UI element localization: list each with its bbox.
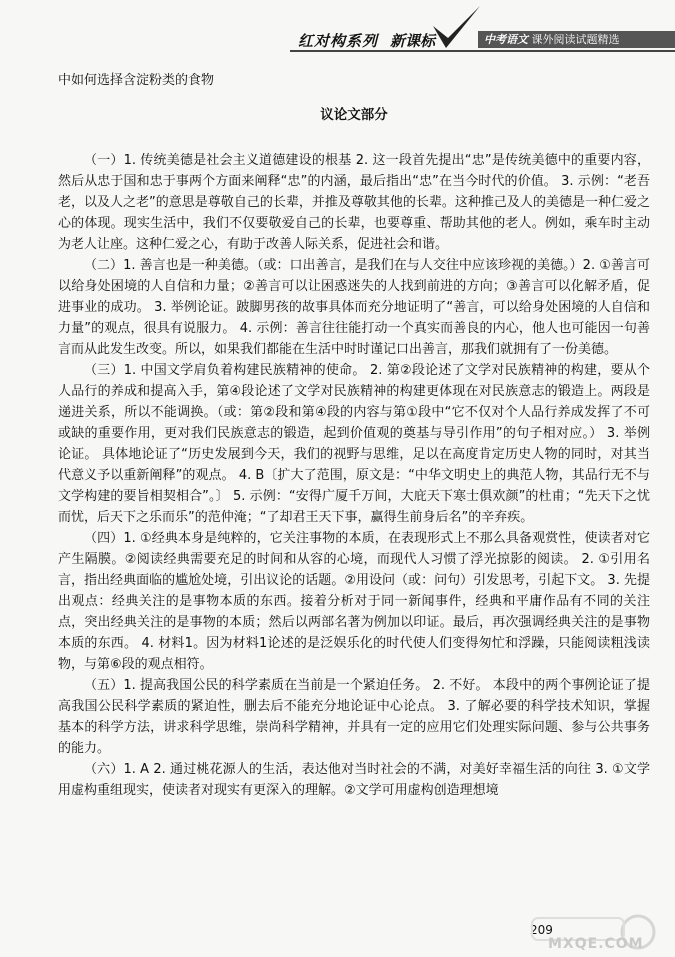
watermark-text: MXQE.COM <box>548 936 644 952</box>
answer-paragraph: （三）1. 中国文学肩负着构建民族精神的使命。 2. 第②段论述了文学对民族精神的构建，要从个人品行的养成和提高入手，第④段论述了文学对民族精神的构建更体现在对民族意志的锻造上。两段是递进关系，所以不能调换。（或：第②段和第④段的内容与第①段中“它不仅对个人品行养成发挥了不可或缺的重要作用，更对我们民族意志的锻造，起到价值观的奠基与导引作用”的句子相对应。） 3. 举例论证。 具体地论证了“历史发展到今天，我们的视野与思维，足以在高度肯定历史人物的同时，对其当代意义予以重新阐释”的观点。 4. B〔扩大了范围，原文是：“中华文明史上的典范人物，其品行无不与文学构建的要旨相契相合”。〕 5. 示例：“安得广厦千万间，大庇天下寒士俱欢颜”的杜甫；“先天下之忧而忧，后天下之乐而乐”的范仲淹；“了却君王天下事，赢得生前身后名”的辛弃疾。 <box>58 363 650 525</box>
running-header <box>0 0 675 52</box>
answer-paragraph: （六）1. A 2. 通过桃花源人的生活，表达他对当时社会的不满，对美好幸福生活的向往 3. ①文学用虚构重组现实，使读者对现实有更深入的理解。②文学可用虚构创造理想境 <box>58 762 650 798</box>
page-body <box>58 70 650 801</box>
answer-paragraph: （二）1. 善言也是一种美德。（或：口出善言，是我们在与人交往中应该珍视的美德。）2. ①善言可以给身处困境的人自信和力量；②善言可以让困惑迷失的人找到前进的方向；③善言可以化解矛盾，促进事业的成功。 3. 举例论证。跛脚男孩的故事具体而充分地证明了“善言，可以给身处困境的人自信和力量”的观点，很具有说服力。 4. 示例：善言往往能打动一个真实而善良的内心，他人也可能因一句善言而从此发生改变。所以，如果我们都能在生活中时时谨记口出善言，那我们就拥有了一份美德。 <box>58 258 650 357</box>
answer-paragraph: （五）1. 提高我国公民的科学素质在当前是一个紧迫任务。 2. 不好。 本段中的两个事例论证了提高我国公民科学素质的紧迫性，删去后不能充分地论证中心论点。 3. 了解必要的科学技术知识，掌握基本的科学方法，讲求科学思维，崇尚科学精神，并具有一定的应用它们处理实际问题、参与公共事务的能力。 <box>58 678 650 756</box>
subject-label: 中考语文 <box>484 33 528 46</box>
new-standard-label: 新课标 <box>390 32 436 50</box>
section-title: 议论文部分 <box>320 107 388 123</box>
page-number: 209 <box>530 923 553 937</box>
lead-line: 中如何选择含淀粉类的食物 <box>58 73 215 88</box>
answer-paragraph: （一）1. 传统美德是社会主义道德建设的根基 2. 这一段首先提出“忠”是传统美德中的重要内容，然后从忠于国和忠于事两个方面来阐释“忠”的内涵，最后指出“忠”在当今时代的价值。 3. 示例：“老吾老，以及人之老”的意思是尊敬自己的长辈，并推及尊敬其他的长辈。这种推己及人的美德是一种仁爱之心的体现。现实生活中，我们不仅要敬爱自己的长辈，也要尊重、帮助其他的老人。例如，乘车时主动为老人让座。这种仁爱之心，有助于改善人际关系，促进社会和谐。 <box>58 153 650 252</box>
series-name: 红对构系列 <box>298 32 379 50</box>
header-rule <box>290 50 675 52</box>
checkmark-icon <box>430 4 482 52</box>
subject-banner <box>478 31 675 48</box>
answer-paragraph: （四）1. ①经典本身是纯粹的，它关注事物的本质，在表现形式上不那么具备观赏性，使读者对它产生隔膜。②阅读经典需要充足的时间和从容的心境，而现代人习惯了浮光掠影的阅读。 2. ①引用名言，指出经典面临的尴尬处境，引出议论的话题。②用设问（或：问句）引发思考，引起下文。 3. 先提出观点：经典关注的是事物本质的东西。接着分析对于同一新闻事件，经典和平庸作品有不同的关注点，突出经典关注的是事物的本质；然后以两部名著为例加以印证。最后，再次强调经典关注的是事物本质的东西。 4. 材料1。因为材料1论述的是泛娱乐化的时代使人们变得匆忙和浮躁，只能阅读粗浅读物，与第⑥段的观点相符。 <box>58 531 650 672</box>
book-title: 课外阅读试题精选 <box>531 33 620 46</box>
